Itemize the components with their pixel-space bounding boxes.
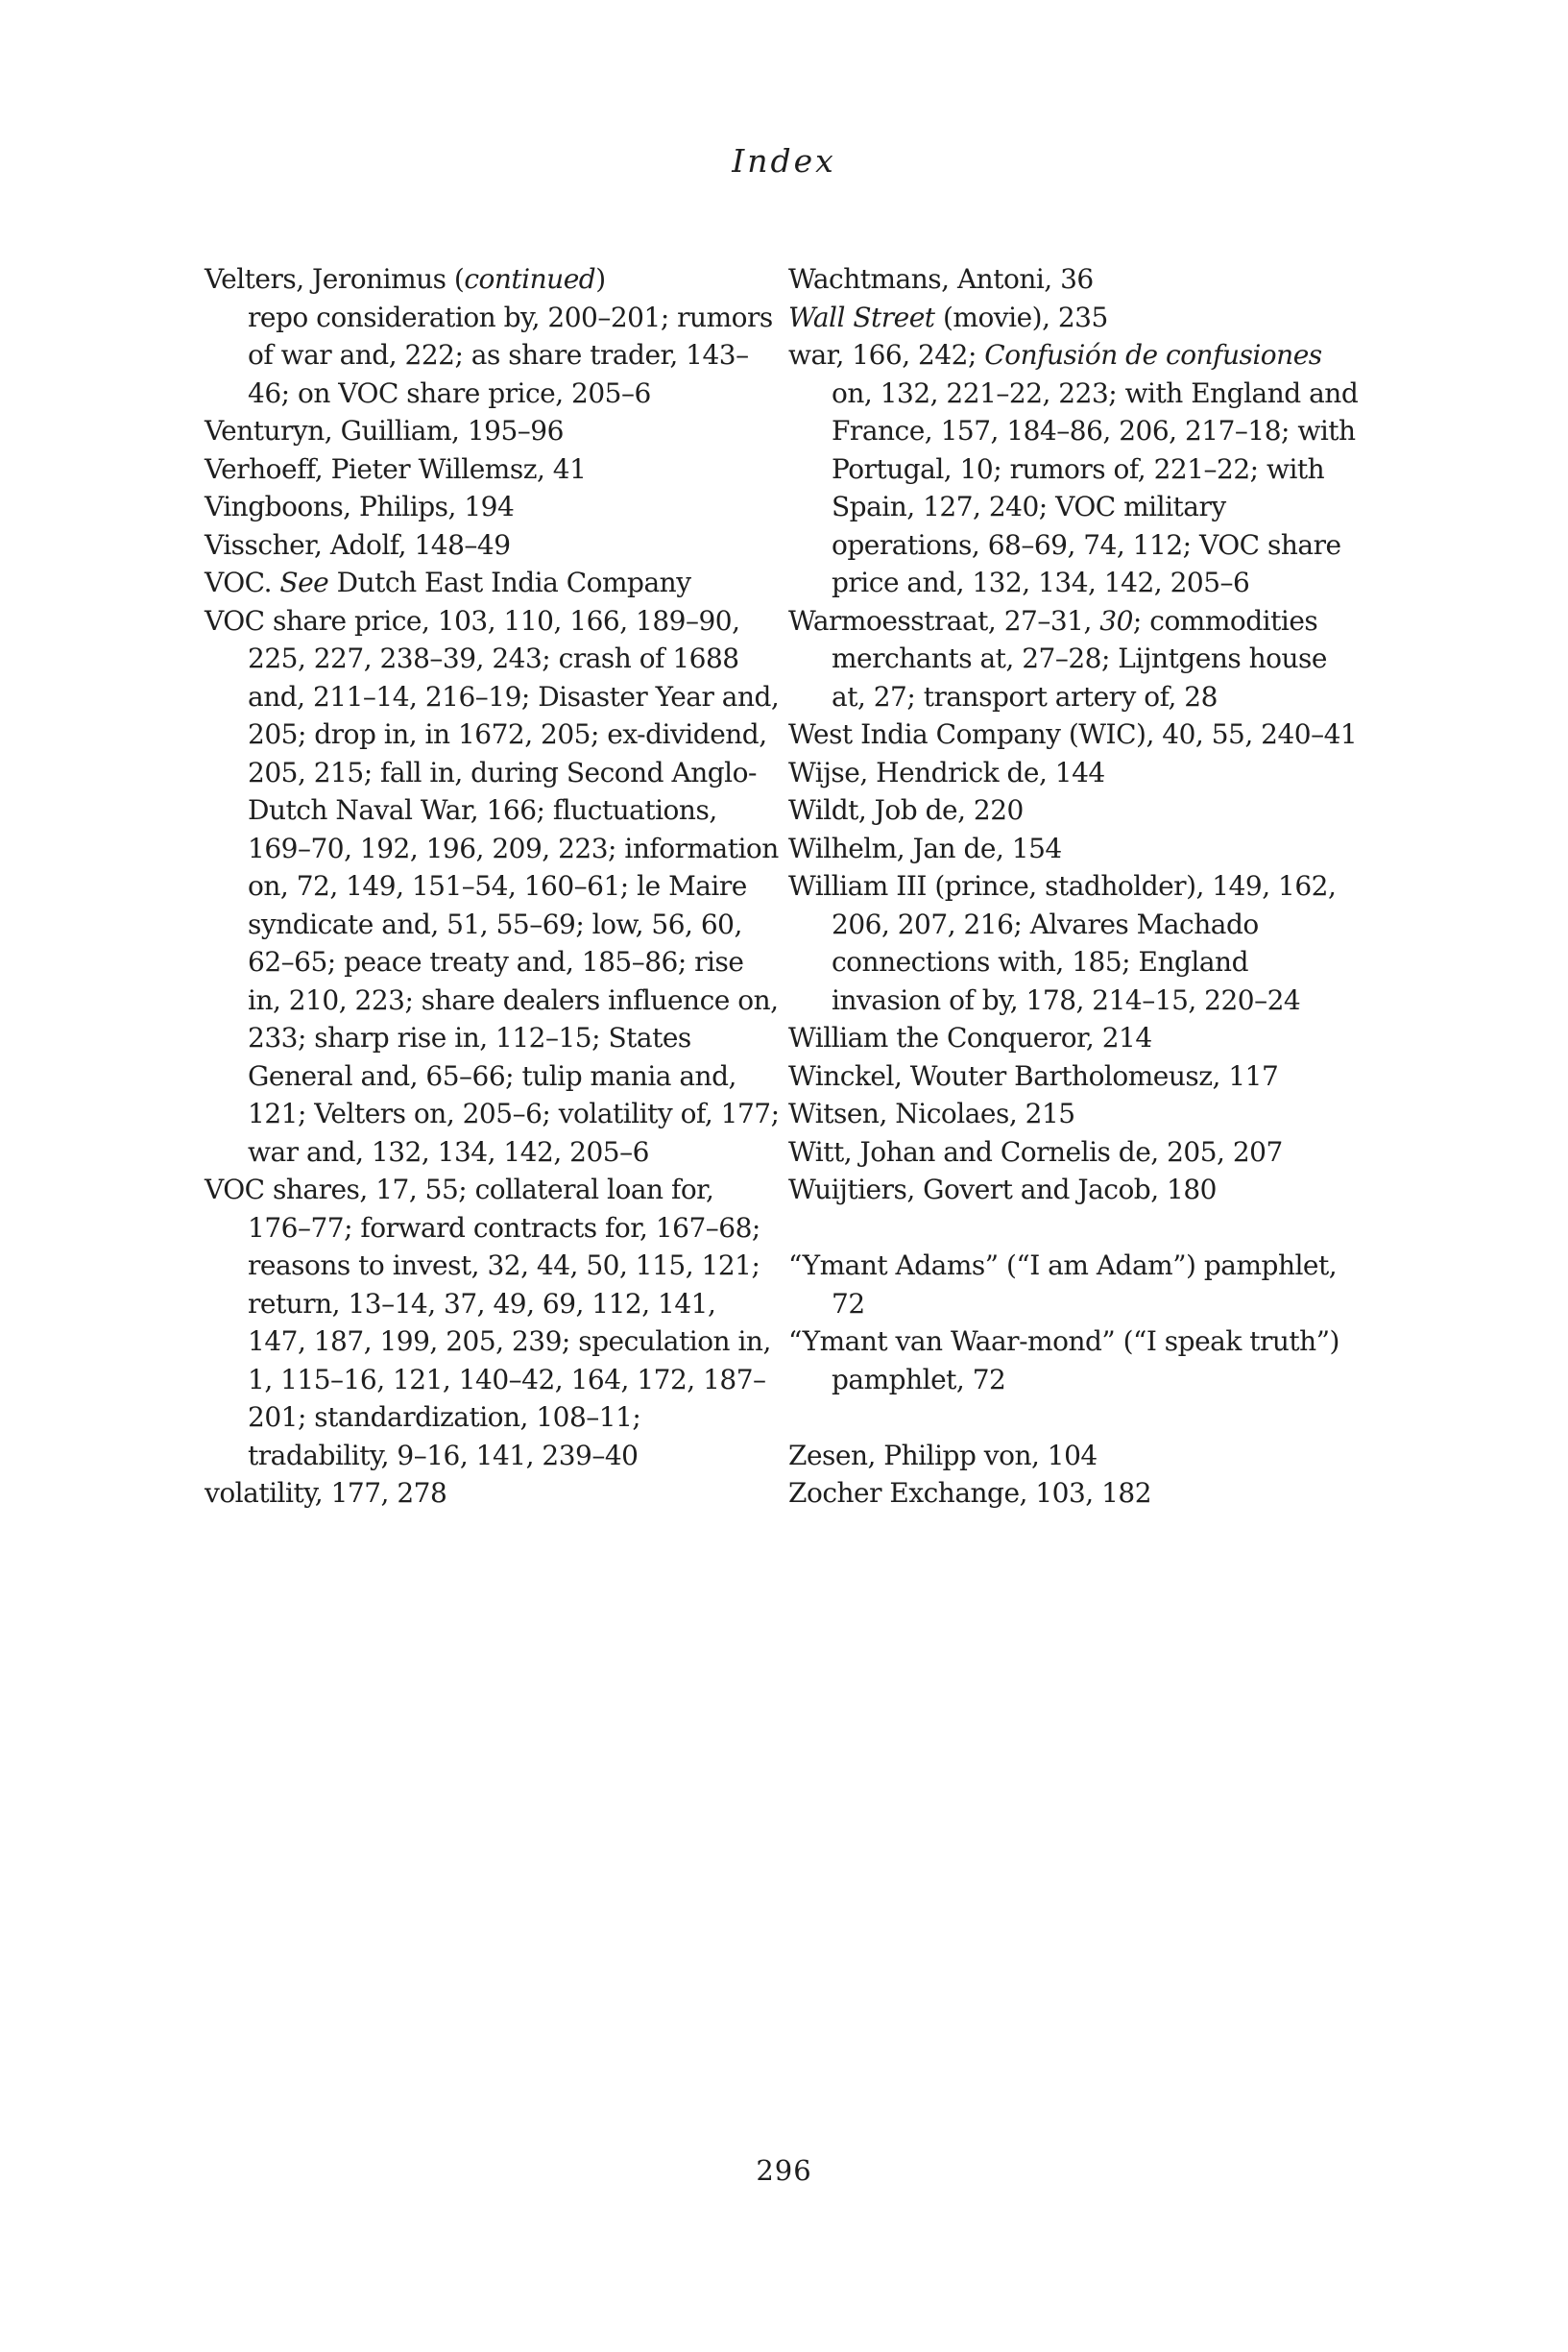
index-entry: Witsen, Nicolaes, 215 [788, 1098, 1075, 1129]
index-entry: Warmoesstraat, 27–31, 30; commodities merchants at, 27–28; Lijntgens house at, 27; transport artery of, 28 [788, 604, 1327, 713]
letter-group-gap [788, 1209, 1364, 1248]
index-entry: “Ymant van Waar-mond” (“I speak truth”) pamphlet, 72 [788, 1325, 1339, 1395]
index-entry: Winckel, Wouter Bartholomeusz, 117 [788, 1059, 1279, 1092]
index-entry: Wijse, Hendrick de, 144 [788, 756, 1105, 788]
index-entry: VOC share price, 103, 110, 166, 189–90, 225, 227, 238–39, 243; crash of 1688 and, 211–14, 216–19; Disaster Year and, 205; drop in, in 1672, 205; ex-dividend, 205, 215; fall in, during Second Anglo-Dutch Naval War, 166; fluctuations, 169–70, 192, 196, 209, 223; information on, 72, 149, 151–54, 160–61; le Maire syndicate and, 51, 55–69; low, 56, 60, 62–65; peace treaty and, 185–86; rise in, 210, 223; share dealers influence on, 233; sharp rise in, 112–15; States General and, 65–66; tulip mania and, 121; Velters on, 205–6; volatility of, 177; war and, 132, 134, 142, 205–6 [205, 604, 780, 1168]
index-subentry: repo consideration by, 200–201; rumors of war and, 222; as share trader, 143–46; on VOC share price, 205–6 [248, 301, 773, 409]
index-entry: Witt, Johan and Cornelis de, 205, 207 [788, 1135, 1283, 1168]
index-entry: Verhoeff, Pieter Willemsz, 41 [205, 452, 587, 485]
page-number: 296 [756, 2154, 812, 2187]
page-title: Index [732, 142, 836, 180]
index-column-right [788, 260, 1364, 1513]
index-entry: Vingboons, Philips, 194 [205, 491, 515, 522]
index-entry: Venturyn, Guilliam, 195–96 [205, 415, 564, 447]
index-entry: volatility, 177, 278 [205, 1477, 447, 1509]
index-entry: William the Conqueror, 214 [788, 1022, 1152, 1054]
index-entry: West India Company (WIC), 40, 55, 240–41 [788, 718, 1358, 750]
index-entry: Zocher Exchange, 103, 182 [788, 1477, 1152, 1509]
index-entry: Wuijtiers, Govert and Jacob, 180 [788, 1174, 1217, 1205]
index-entry: war, 166, 242; Confusión de confusiones on, 132, 221–22, 223; with England and France, 157, 184–86, 206, 217–18; with Portugal, 10; rumors of, 221–22; with Spain, 127, 240; VOC military operations, 68–69, 74, 112; VOC share price and, 132, 134, 142, 205–6 [788, 339, 1359, 598]
index-entry: Visscher, Adolf, 148–49 [205, 528, 511, 561]
index-entry: Wilhelm, Jan de, 154 [788, 832, 1062, 864]
index-entry: VOC. See Dutch East India Company [205, 567, 691, 598]
index-entry: “Ymant Adams” (“I am Adam”) pamphlet, 72 [788, 1249, 1338, 1320]
index-entry: Wall Street (movie), 235 [788, 301, 1108, 333]
index-column-left [205, 260, 781, 1513]
index-entry: VOC shares, 17, 55; collateral loan for, 176–77; forward contracts for, 167–68; reasons to invest, 32, 44, 50, 115, 121; return, 13–14, 37, 49, 69, 112, 141, 147, 187, 199, 205, 239; speculation in, 1, 115–16, 121, 140–42, 164, 172, 187–201; standardization, 108–11; tradability, 9–16, 141, 239–40 [205, 1174, 771, 1471]
letter-group-gap [788, 1398, 1364, 1437]
index-entry: William III (prince, stadholder), 149, 162, 206, 207, 216; Alvares Machado connections with, 185; England invasion of by, 178, 214–15, 220–24 [788, 870, 1337, 1016]
index-entry: Wachtmans, Antoni, 36 [788, 263, 1094, 295]
index-entry: Wildt, Job de, 220 [788, 794, 1024, 826]
index-entry: Velters, Jeronimus (continued) [205, 263, 606, 295]
index-entry: Zesen, Philipp von, 104 [788, 1439, 1098, 1471]
